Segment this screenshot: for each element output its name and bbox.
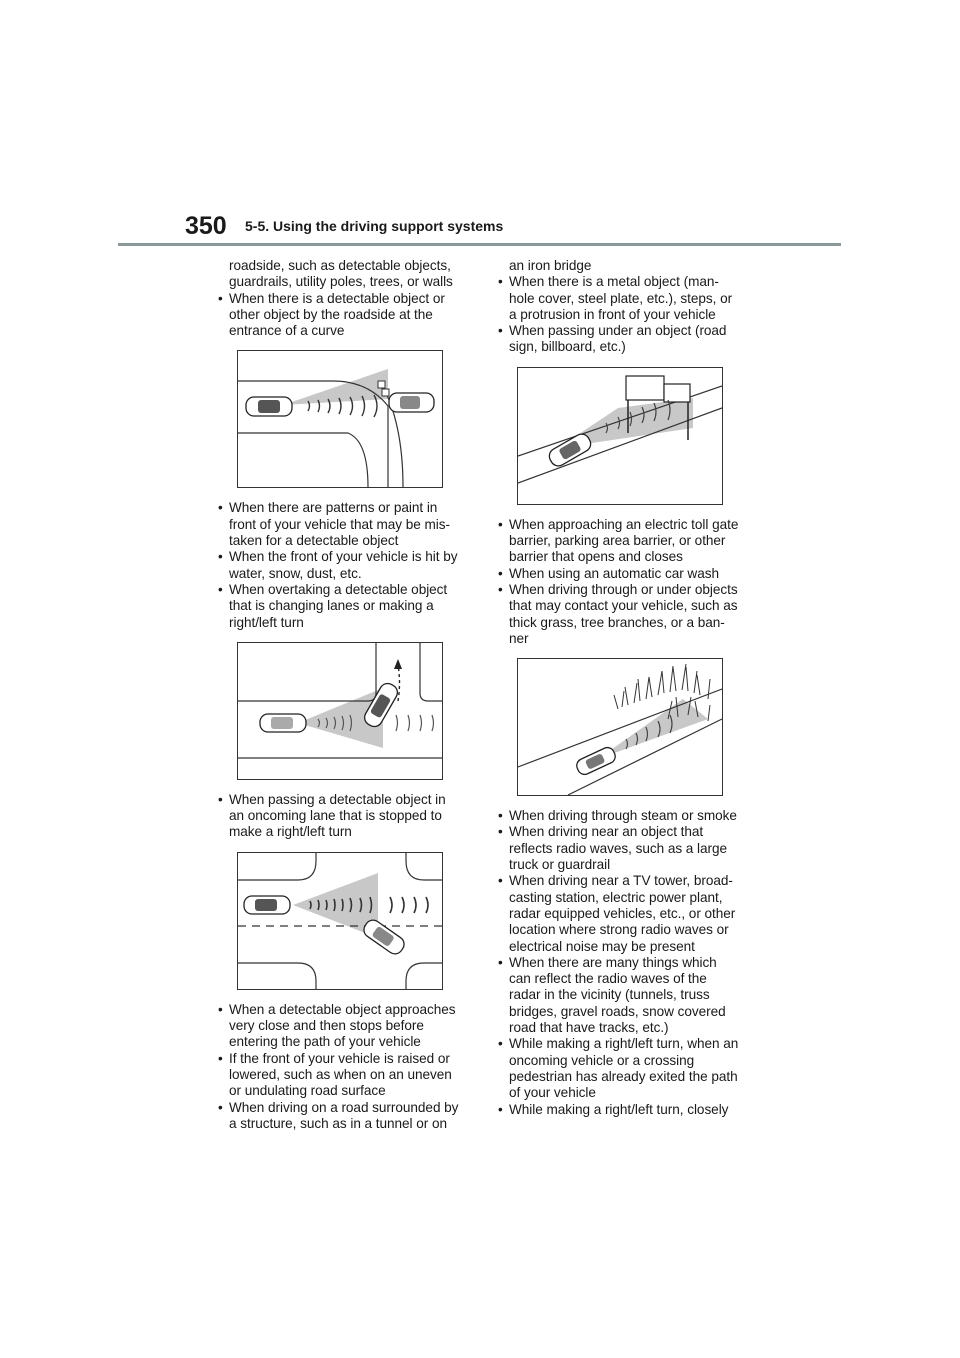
bullet-item: • When driving through steam or smoke (495, 808, 745, 824)
bullet-item: • When there is a detectable object or (215, 291, 465, 307)
road-edge (238, 963, 316, 989)
curve-illustration (238, 351, 442, 487)
text-line: thick grass, tree branches, or a ban- (509, 614, 725, 630)
text-line: radar in the vicinity (tunnels, truss (509, 987, 710, 1003)
text-line: casting station, electric power plant, (509, 889, 723, 905)
oncoming-illustration (238, 853, 442, 989)
section-title: 5-5. Using the driving support systems (245, 218, 504, 234)
bullet-item: • When there are patterns or paint in (215, 500, 465, 516)
text-block (215, 792, 465, 841)
bullet-item: • When a detectable object approaches (215, 1002, 465, 1018)
text-line: barrier, parking area barrier, or other (509, 533, 726, 549)
text-line: a protrusion in front of your vehicle (509, 306, 716, 322)
bullet-item: • If the front of your vehicle is raised or (215, 1051, 465, 1067)
own-vehicle (246, 397, 292, 416)
text-line: sign, billboard, etc.) (509, 339, 626, 355)
text-line: reflects radio waves, such as a large (509, 840, 728, 856)
text-line: make a right/left turn (229, 824, 352, 840)
text-block (495, 258, 745, 356)
text-line: other object by the roadside at the (229, 306, 433, 322)
text-line: a structure, such as in a tunnel or on (229, 1115, 447, 1131)
text-block (215, 258, 465, 339)
road-edge (406, 963, 442, 989)
text-block (215, 1002, 465, 1132)
left-column (215, 258, 465, 1132)
figure-oncoming-lane-vehicle (237, 852, 443, 990)
bullet-item: • When driving near an object that (495, 824, 745, 840)
text-line: lowered, such as when on an uneven (229, 1066, 452, 1082)
text-line: front of your vehicle that may be mis- (229, 516, 450, 532)
text-line: water, snow, dust, etc. (229, 565, 362, 581)
own-vehicle (546, 431, 593, 469)
text-line: entering the path of your vehicle (229, 1034, 421, 1050)
figure-curve-roadside-objects (237, 350, 443, 488)
bullet-item: • When passing under an object (road (495, 323, 745, 339)
oncoming-vehicle (361, 917, 407, 957)
road-edge (420, 643, 442, 701)
bullet-item: • While making a right/left turn, when an (495, 1036, 745, 1052)
text-line: that may contact your vehicle, such as (509, 598, 738, 614)
page-number: 350 (185, 212, 227, 240)
arrow-head-icon (394, 659, 402, 669)
bullet-item: • When driving through or under objects (495, 582, 745, 598)
text-line: entrance of a curve (229, 323, 345, 339)
road-edge (238, 643, 376, 701)
figure-overtaking-turning-vehicle (237, 642, 443, 780)
road-edge (406, 853, 442, 880)
text-block (495, 517, 745, 647)
text-line: right/left turn (229, 614, 304, 630)
text-line: can reflect the radio waves of the (509, 971, 707, 987)
bullet-item: • When driving on a road surrounded by (215, 1100, 465, 1116)
roadside-object (378, 381, 385, 388)
text-line: or undulating road surface (229, 1083, 386, 1099)
text-line: an oncoming lane that is stopped to (229, 808, 442, 824)
text-line: oncoming vehicle or a crossing (509, 1052, 695, 1068)
text-line: electrical noise may be present (509, 938, 695, 954)
grass-illustration (518, 659, 722, 795)
bullet-item: • When overtaking a detectable object (215, 582, 465, 598)
text-line: taken for a detectable object (229, 533, 399, 549)
text-line: radar equipped vehicles, etc., or other (509, 905, 736, 921)
text-line: location where strong radio waves or (509, 922, 729, 938)
own-vehicle (574, 745, 617, 776)
own-vehicle (260, 714, 306, 732)
radar-beam (283, 369, 388, 405)
text-line: hole cover, steel plate, etc.), steps, or (509, 290, 733, 306)
text-block (495, 808, 745, 1118)
text-line: roadside, such as detectable objects, (229, 258, 451, 273)
roadside-object (382, 389, 389, 396)
bullet-item: • When the front of your vehicle is hit by (215, 549, 465, 565)
roadside-vehicle (389, 393, 434, 412)
bullet-item: • When passing a detectable object in (215, 792, 465, 808)
turn-path-arrow (398, 665, 400, 701)
bullet-item: • While making a right/left turn, closely (495, 1102, 745, 1118)
text-block (215, 500, 465, 630)
road-edge (518, 689, 722, 767)
text-line: barrier that opens and closes (509, 549, 683, 565)
text-line: truck or guardrail (509, 857, 611, 873)
text-line: road that have tracks, etc.) (509, 1020, 669, 1036)
road-edge (238, 433, 368, 487)
bullet-item: • When driving near a TV tower, broad- (495, 873, 745, 889)
text-line: an iron bridge (509, 258, 592, 273)
bullet-item: • When using an automatic car wash (495, 566, 745, 582)
overtaking-illustration (238, 643, 442, 779)
bullet-item: • When there is a metal object (man- (495, 274, 745, 290)
right-column (495, 258, 745, 1118)
text-line: pedestrian has already exited the path (509, 1068, 738, 1084)
text-line: that is changing lanes or making a (229, 598, 434, 614)
figure-thick-grass (517, 658, 723, 796)
own-vehicle (244, 896, 290, 914)
text-line: very close and then stops before (229, 1018, 424, 1034)
radar-beam (598, 699, 708, 759)
text-line: ner (509, 630, 529, 646)
road-edge (238, 853, 316, 880)
road-sign-illustration (518, 368, 722, 504)
text-line: guardrails, utility poles, trees, or walls (229, 274, 453, 290)
figure-overhead-road-sign (517, 367, 723, 505)
header-rule (118, 243, 841, 246)
bullet-item: • When there are many things which (495, 955, 745, 971)
text-line: bridges, gravel roads, snow covered (509, 1003, 726, 1019)
text-line: of your vehicle (509, 1085, 596, 1101)
bullet-item: • When approaching an electric toll gate (495, 517, 745, 533)
